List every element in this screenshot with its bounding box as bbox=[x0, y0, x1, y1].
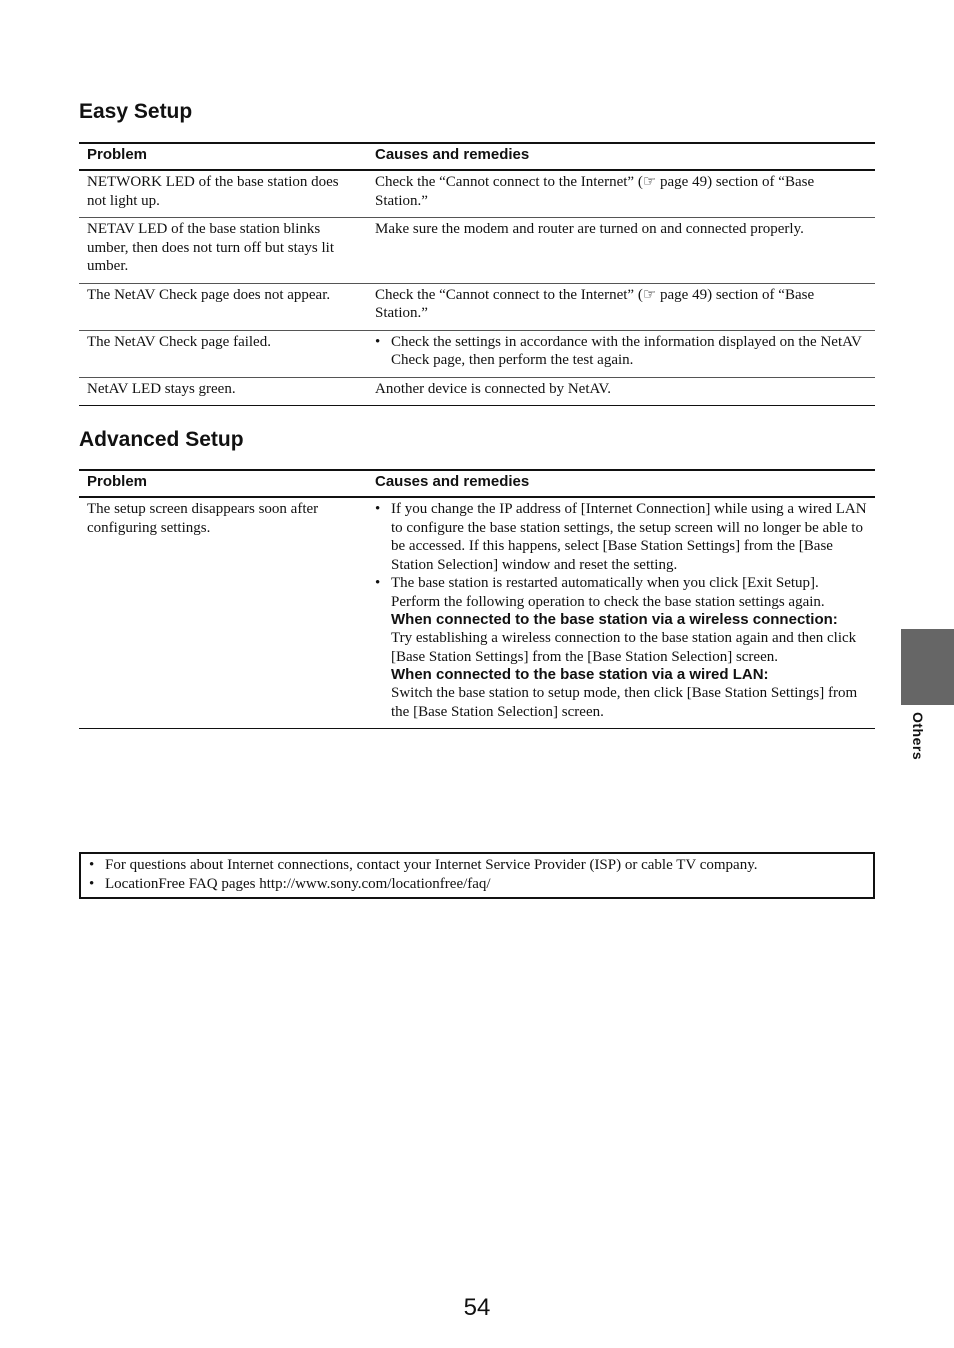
table-header-row bbox=[79, 143, 875, 170]
wired-lan-subheading: When connected to the base station via a wired LAN: bbox=[391, 666, 769, 683]
table-row bbox=[79, 170, 875, 218]
wireless-connection-text: Try establishing a wireless connection to the base station again and then click [Base Station Settings] from the [Base Station Selection] screen. bbox=[391, 630, 857, 665]
remedy-cell bbox=[367, 497, 875, 729]
problem-cell: The setup screen disappears soon after configuring settings. bbox=[79, 497, 367, 729]
remedy-bullet: • If you change the IP address of [Internet Connection] while using a wired LAN to configure the base station settings, the setup screen will no longer be able to be accessed. If this happens, select [Base Station Settings] from the [Base Station Selection] window and reset the setting. bbox=[375, 500, 867, 574]
remedy-cell: Make sure the modem and router are turned on and connected properly. bbox=[367, 218, 875, 284]
wireless-connection-subheading: When connected to the base station via a wireless connection: bbox=[391, 611, 838, 628]
page-number: 54 bbox=[463, 1294, 491, 1321]
note-item: • For questions about Internet connections, contact your Internet Service Provider (ISP) or cable TV company. bbox=[89, 856, 865, 875]
remedy-cell bbox=[367, 330, 875, 377]
problem-cell: NetAV LED stays green. bbox=[79, 377, 367, 406]
remedy-bullet-intro: • The base station is restarted automatically when you click [Exit Setup]. Perform the following operation to check the base station settings again. bbox=[391, 575, 825, 610]
table-row bbox=[79, 330, 875, 377]
section-side-tab bbox=[901, 629, 954, 705]
remedy-cell: Another device is connected by NetAV. bbox=[367, 377, 875, 406]
easy-setup-heading: Easy Setup bbox=[79, 100, 193, 123]
causes-column-header: Causes and remedies bbox=[367, 143, 875, 170]
table-header-row bbox=[79, 470, 875, 497]
problem-cell: The NetAV Check page failed. bbox=[79, 330, 367, 377]
remedy-cell: Check the “Cannot connect to the Internet” (☞ page 49) section of “Base Station.” bbox=[367, 170, 875, 218]
table-row bbox=[79, 218, 875, 284]
remedy-bullet bbox=[375, 574, 867, 721]
note-item: • LocationFree FAQ pages http://www.sony.com/locationfree/faq/ bbox=[89, 875, 865, 894]
advanced-setup-table bbox=[79, 469, 875, 729]
remedy-bullet: • Check the settings in accordance with the information displayed on the NetAV Check page, then perform the test again. bbox=[375, 333, 867, 370]
problem-cell: NETAV LED of the base station blinks umber, then does not turn off but stays lit umber. bbox=[79, 218, 367, 284]
remedy-cell: Check the “Cannot connect to the Internet” (☞ page 49) section of “Base Station.” bbox=[367, 283, 875, 330]
advanced-setup-heading: Advanced Setup bbox=[79, 428, 244, 451]
notes-box bbox=[79, 852, 875, 899]
section-side-tab-label: Others bbox=[910, 712, 926, 761]
table-row bbox=[79, 497, 875, 729]
causes-column-header: Causes and remedies bbox=[367, 470, 875, 497]
table-row bbox=[79, 283, 875, 330]
problem-cell: The NetAV Check page does not appear. bbox=[79, 283, 367, 330]
problem-column-header: Problem bbox=[79, 143, 367, 170]
table-row bbox=[79, 377, 875, 406]
problem-column-header: Problem bbox=[79, 470, 367, 497]
easy-setup-table bbox=[79, 142, 875, 406]
wired-lan-text: Switch the base station to setup mode, then click [Base Station Settings] from the [Base Station Selection] screen. bbox=[391, 685, 858, 720]
problem-cell: NETWORK LED of the base station does not light up. bbox=[79, 170, 367, 218]
